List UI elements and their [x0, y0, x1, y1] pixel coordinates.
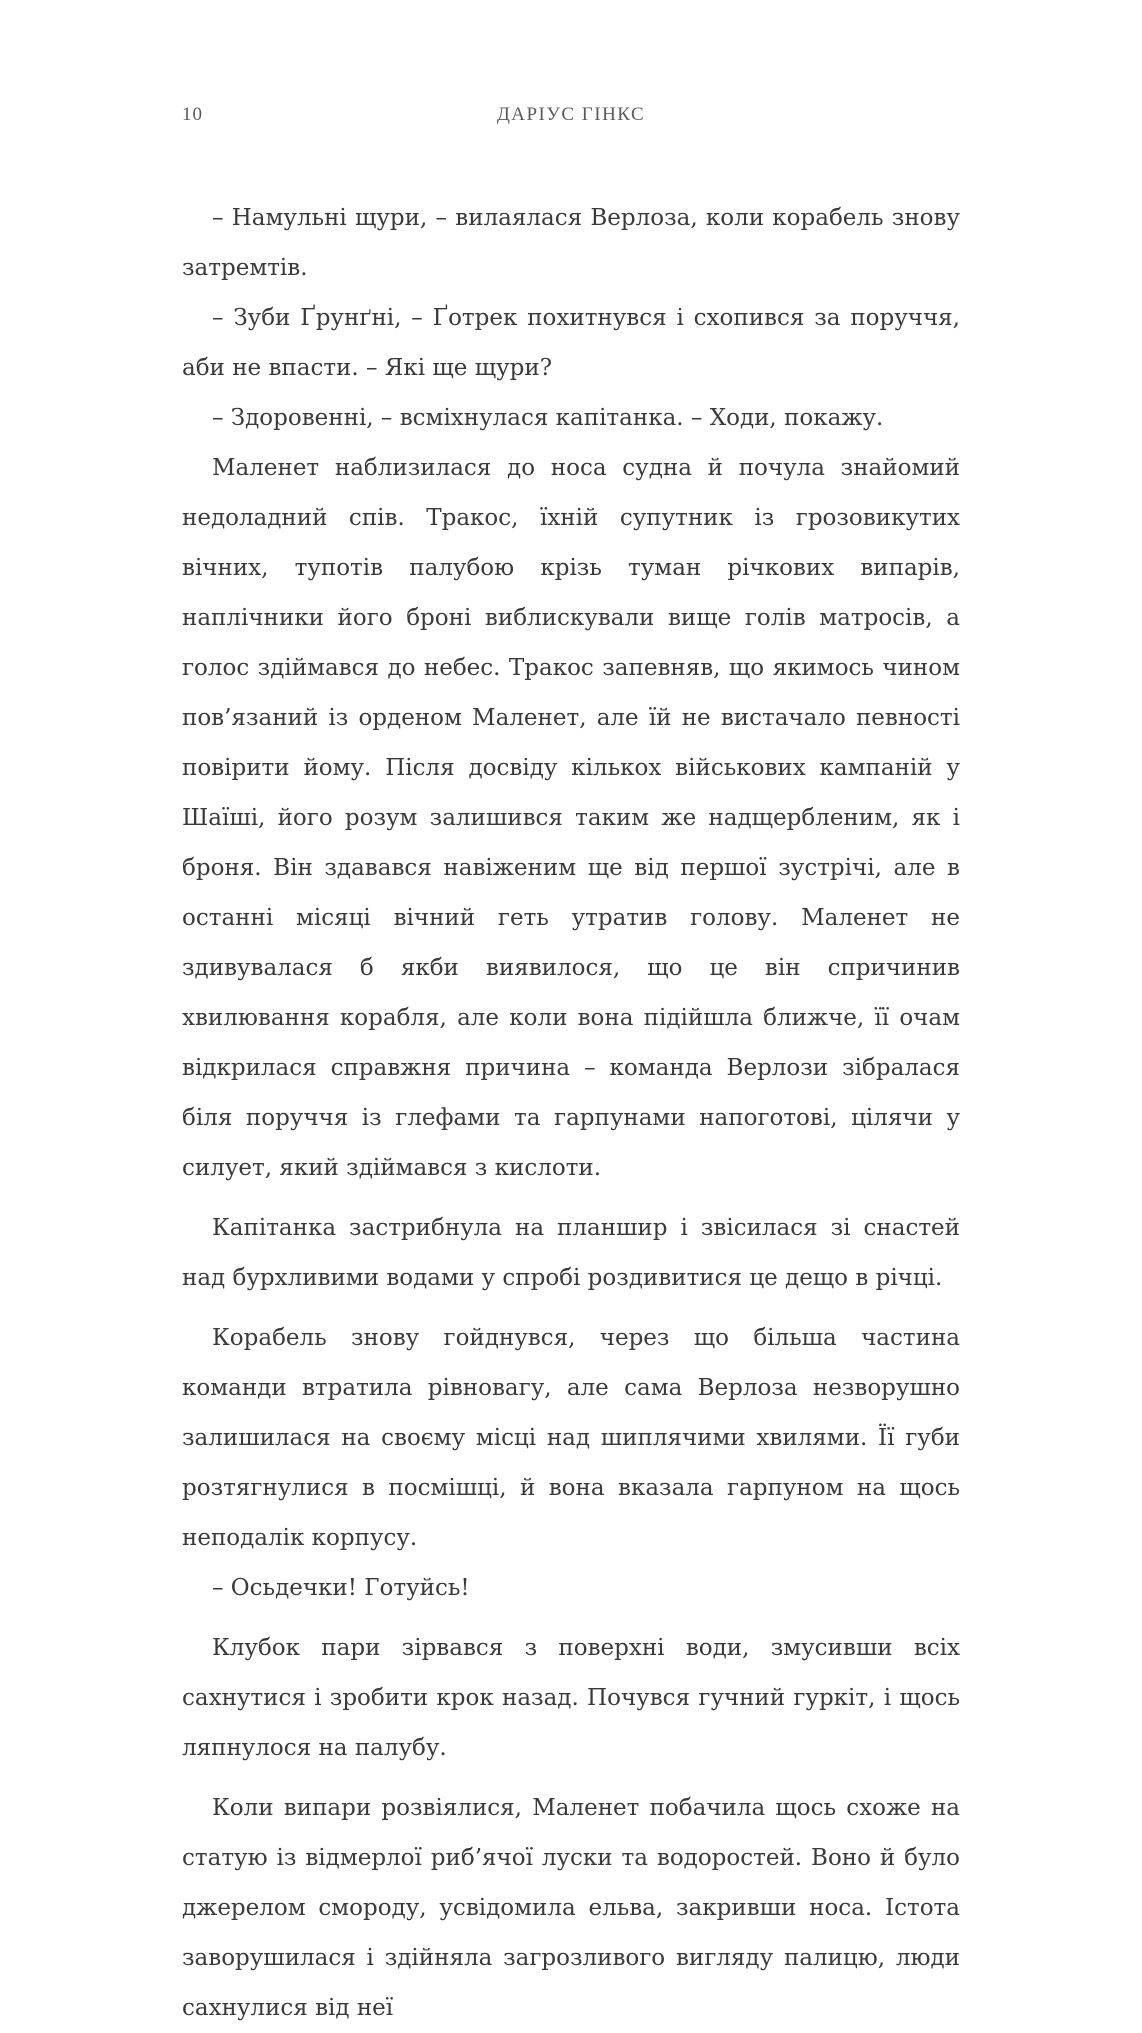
- running-head: [182, 104, 960, 134]
- paragraph: – Зуби Ґрунґні, – Ґотрек похитнувся і схопився за поруччя, аби не впасти. – Які ще щури?: [182, 305, 960, 381]
- paragraph: Корабель знову гойднувся, через що більша частина команди втратила рівновагу, але сама Верлоза незворушно залишилася на своєму місці над шиплячими хвилями. Її губи розтягнулися в посмішці, й вона вказала гарпуном на щось неподалік корпусу.: [182, 1325, 960, 1551]
- paragraph: – Осьдечки! Готуйсь!: [212, 1575, 470, 1601]
- paragraph: – Здоровенні, – всміхнулася капітанка. – Ходи, покажу.: [212, 405, 884, 431]
- paragraph: – Намульні щури, – вилаялася Верлоза, коли корабель знову затремтів.: [182, 205, 960, 281]
- author-name: ДАРІУС ГІНКС: [496, 104, 646, 125]
- paragraph: Коли випари розвіялися, Маленет побачила щось схоже на статую із відмерлої риб’ячої луски та водоростей. Воно й було джерелом смороду, усвідомила ельва, закривши носа. Істота заворушилася і здійняла загрозливого вигляду палицю, люди сахнулися від неї: [182, 1795, 960, 2021]
- paragraph: Маленет наблизилася до носа судна й почула знайомий недоладний спів. Тракос, їхній супутник із грозовикутих вічних, тупотів палубою крізь туман річкових випарів, наплічники його броні виблискували вище голів матросів, а голос здіймався до небес. Тракос запевняв, що якимось чином пов’язаний із орденом Маленет, але їй не вистачало певності повірити йому. Після досвіду кількох військових кампаній у Шаїші, його розум залишився таким же надщербленим, як і броня. Він здавався навіженим ще від першої зустрічі, але в останні місяці вічний геть утратив голову. Маленет не здивувалася б якби виявилося, що це він спричинив хвилювання корабля, але коли вона підійшла ближче, її очам відкрилася справжня причина – команда Верлози зібралася біля поруччя із глефами та гарпунами напоготові, цілячи у силует, який здіймався з кислоти.: [182, 455, 960, 1181]
- paragraph: Капітанка застрибнула на планшир і звісилася зі снастей над бурхливими водами у спробі роздивитися це дещо в річці.: [182, 1215, 960, 1291]
- body-text: [182, 193, 960, 2033]
- paragraph: Клубок пари зірвався з поверхні води, змусивши всіх сахнутися і зробити крок назад. Почувся гучний гуркіт, і щось ляпнулося на палубу.: [182, 1635, 960, 1761]
- page-number: 10: [182, 104, 203, 125]
